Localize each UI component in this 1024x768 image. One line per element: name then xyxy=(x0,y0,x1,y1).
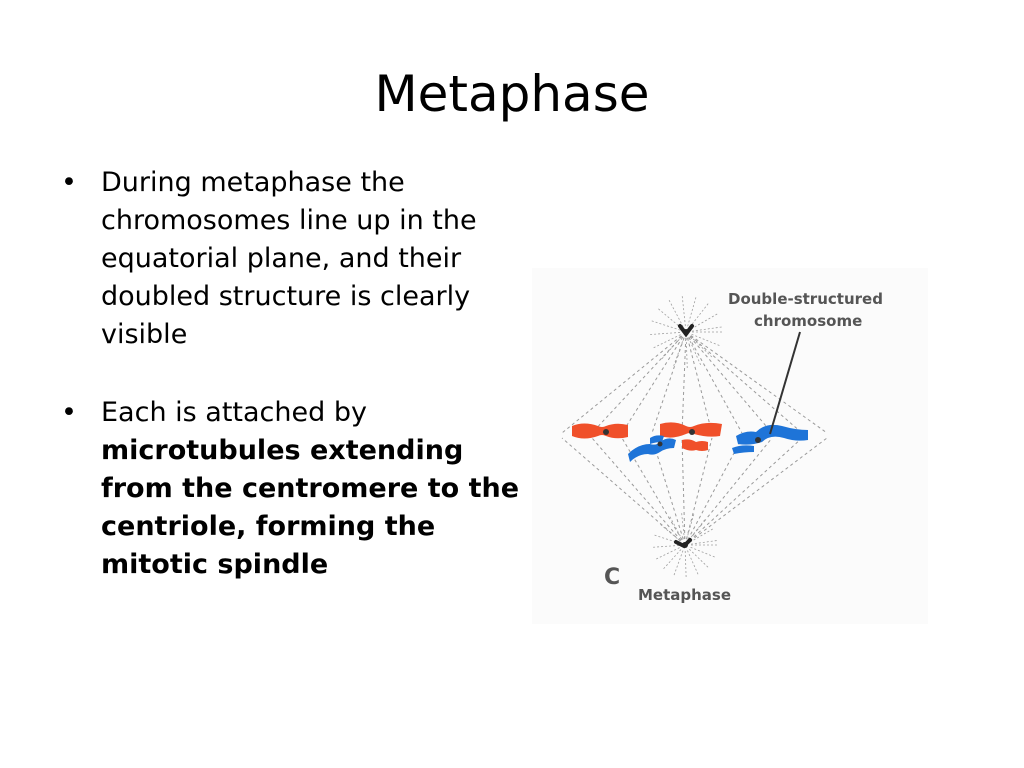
bullet-item-1 xyxy=(57,164,527,354)
metaphase-diagram-svg xyxy=(532,268,928,624)
bullet-text-2-bold: microtubules extending from the centromere to the centriole, forming the mitotic spindle xyxy=(101,435,520,580)
slide-title: Metaphase xyxy=(374,65,650,123)
bullet-text-1: During metaphase the chromosomes line up in the equatorial plane, and their doubled structure is clearly visible xyxy=(101,167,477,350)
callout-label-line1: Double-structured xyxy=(728,290,883,308)
callout-label-line2: chromosome xyxy=(754,312,863,330)
diagram-background xyxy=(532,268,928,624)
bullet-dot-icon: • xyxy=(61,167,77,198)
panel-letter: C xyxy=(604,565,621,590)
figure-caption: Metaphase xyxy=(638,586,732,604)
bullet-item-2 xyxy=(57,394,527,584)
metaphase-diagram xyxy=(532,268,928,624)
bullet-text-2-plain: Each is attached by xyxy=(101,397,367,428)
bullet-dot-icon: • xyxy=(61,397,77,428)
bullet-list xyxy=(57,164,527,624)
